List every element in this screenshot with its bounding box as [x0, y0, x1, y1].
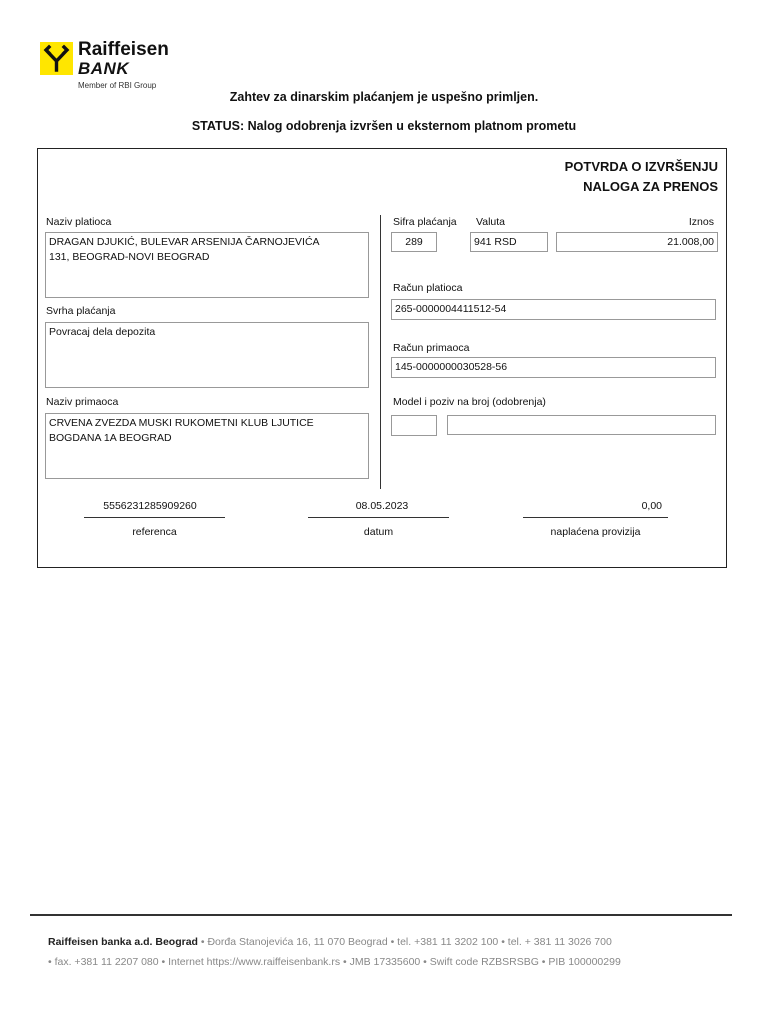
purpose-label: Svrha plaćanja [46, 305, 116, 317]
fee-caption: naplaćena provizija [550, 526, 641, 538]
payment-code-value: 289 [391, 232, 437, 252]
date-line [308, 517, 449, 518]
payment-code-label: Sifra plaćanja [393, 216, 457, 228]
reference-caption: referenca [132, 526, 177, 538]
logo-member: Member of RBI Group [78, 81, 157, 90]
fee-value: 0,00 [641, 500, 662, 512]
confirmation-title-line2: NALOGA ZA PRENOS [583, 179, 718, 194]
payer-name-line2: 131, BEOGRAD-NOVI BEOGRAD [49, 251, 210, 263]
currency-label: Valuta [476, 216, 505, 228]
footer-divider [30, 914, 732, 916]
amount-label: Iznos [688, 216, 714, 228]
recipient-name-line1: CRVENA ZVEZDA MUSKI RUKOMETNI KLUB LJUTICE [49, 417, 314, 429]
confirmation-title [565, 157, 718, 197]
payer-account-value: 265-0000004411512-54 [391, 299, 716, 320]
reference-value: 5556231285909260 [103, 500, 197, 512]
date-value: 08.05.2023 [355, 500, 409, 512]
footer-line2: • fax. +381 11 2207 080 • Internet https://www.raiffeisenbank.rs • JMB 17335600 • Swift code RZBSRSBG • PIB 100000299 [48, 956, 621, 968]
currency-value: 941 RSD [470, 232, 548, 252]
amount-value: 21.008,00 [556, 232, 718, 252]
fee-line [523, 517, 668, 518]
recipient-account-value: 145-0000000030528-56 [391, 357, 716, 378]
footer-line1 [48, 932, 728, 952]
confirmation-title-line1: POTVRDA O IZVRŠENJU [564, 159, 718, 174]
model-value-box [391, 415, 437, 436]
footer [48, 932, 728, 972]
column-divider [380, 215, 381, 489]
purpose-value: Povracaj dela depozita [49, 326, 156, 338]
purpose-box [45, 322, 369, 388]
recipient-name-label: Naziv primaoca [46, 396, 119, 408]
payer-name-line1: DRAGAN DJUKIĆ, BULEVAR ARSENIJA ČARNOJEVIĆA [49, 236, 320, 248]
payer-name-box [45, 232, 369, 298]
model-label: Model i poziv na broj (odobrenja) [393, 396, 546, 408]
logo-sub: BANK [78, 59, 130, 78]
payer-account-label: Račun platioca [393, 282, 463, 294]
date-caption: datum [363, 526, 394, 538]
recipient-name-line2: BOGDANA 1A BEOGRAD [49, 432, 172, 444]
recipient-name-box [45, 413, 369, 479]
raiffeisen-logo-icon [40, 42, 73, 75]
status-heading: STATUS: Nalog odobrenja izvršen u eksternom platnom prometu [191, 119, 577, 133]
recipient-account-label: Račun primaoca [393, 342, 470, 354]
footer-company: Raiffeisen banka a.d. Beograd [48, 936, 198, 948]
logo-name: Raiffeisen [78, 39, 169, 60]
reference-line [84, 517, 225, 518]
request-received-heading: Zahtev za dinarskim plaćanjem je uspešno primljen. [229, 90, 539, 104]
reference-number-box [447, 415, 716, 435]
footer-address: • Đorđa Stanojevića 16, 11 070 Beograd • tel. +381 11 3202 100 • tel. + 381 11 3026 700 [197, 936, 612, 948]
payer-name-label: Naziv platioca [46, 216, 112, 228]
